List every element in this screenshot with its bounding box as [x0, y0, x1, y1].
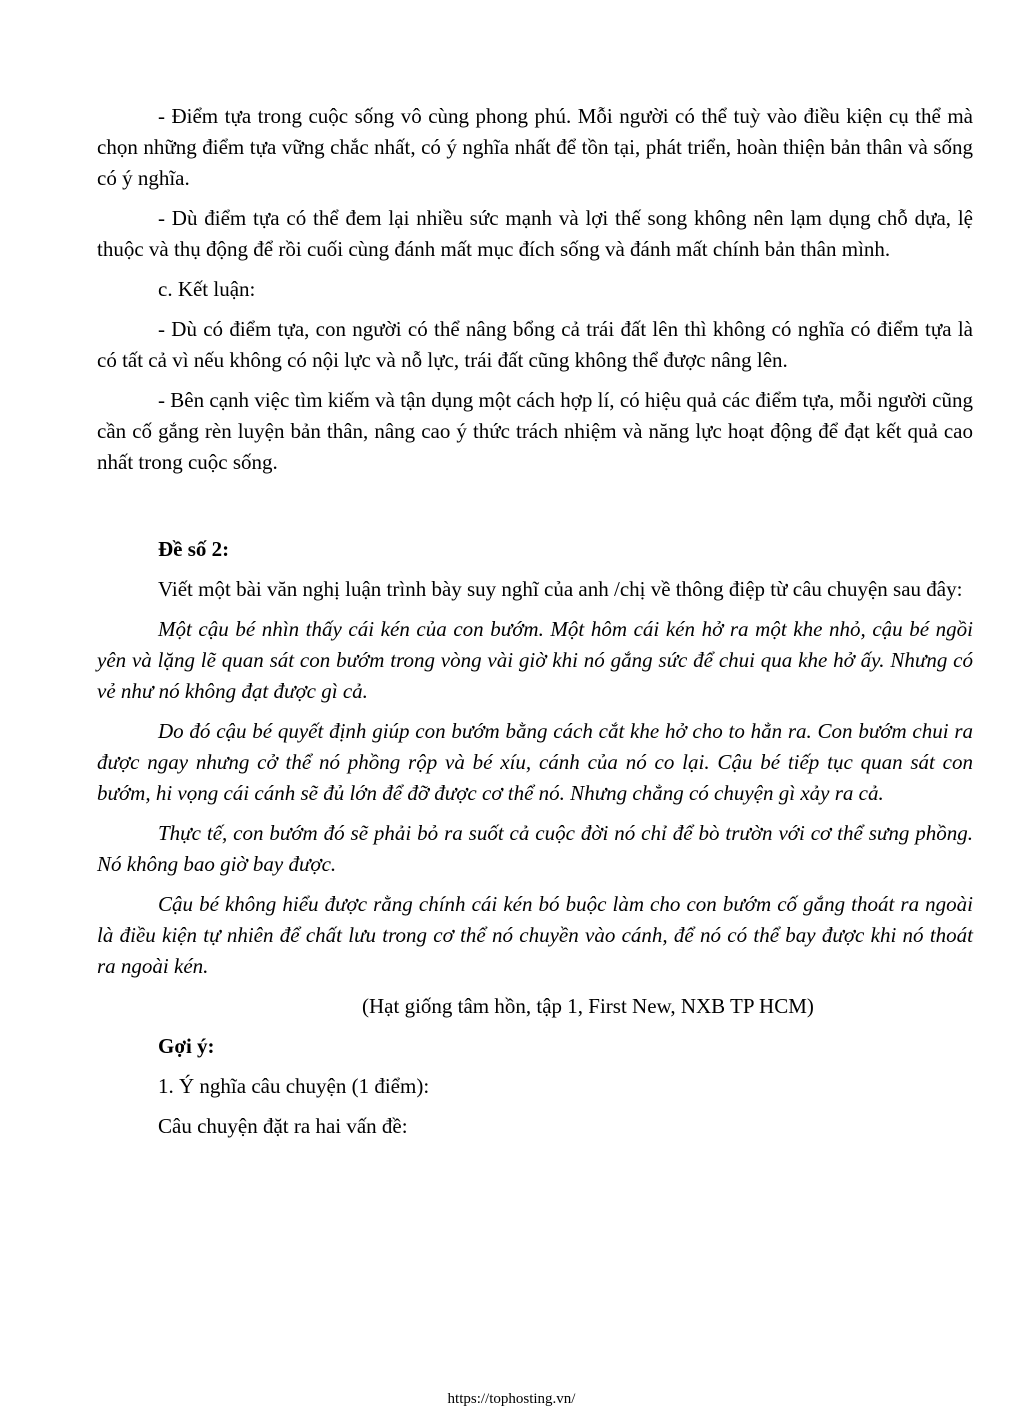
footer-url: https://tophosting.vn/ — [447, 1391, 576, 1407]
exercise-prompt: Viết một bài văn nghị luận trình bày suy nghĩ của anh /chị về thông điệp từ câu chuyện sau đây: — [158, 577, 963, 601]
story-source: (Hạt giống tâm hồn, tập 1, First New, NXB TP HCM) — [362, 994, 814, 1018]
body-paragraph: - Bên cạnh việc tìm kiếm và tận dụng một cách hợp lí, có hiệu quả các điểm tựa, mỗi người cũng cần cố gắng rèn luyện bản thân, nâng cao ý thức trách nhiệm và năng lực hoạt động để đạt kết quả cao nhất trong cuộc sống. — [97, 388, 973, 474]
body-paragraph: - Dù có điểm tựa, con người có thể nâng bổng cả trái đất lên thì không có nghĩa có điểm tựa là có tất cả vì nếu không có nội lực và nỗ lực, trái đất cũng không thể được nâng lên. — [97, 317, 973, 372]
body-paragraph: - Dù điểm tựa có thể đem lại nhiều sức mạnh và lợi thế song không nên lạm dụng chỗ dựa, lệ thuộc và thụ động để rồi cuối cùng đánh mất mục đích sống và đánh mất chính bản thân mình. — [97, 206, 973, 261]
hint-line: Câu chuyện đặt ra hai vấn đề: — [158, 1114, 408, 1138]
body-paragraph: - Điểm tựa trong cuộc sống vô cùng phong phú. Mỗi người có thể tuỳ vào điều kiện cụ thể mà chọn những điểm tựa vững chắc nhất, có ý nghĩa nhất để tồn tại, phát triển, hoàn thiện bản thân và sống có ý nghĩa. — [97, 104, 973, 190]
story-paragraph: Do đó cậu bé quyết định giúp con bướm bằng cách cắt khe hở cho to hẳn ra. Con bướm chui ra được ngay nhưng cở thể nó phồng rộp và bé xíu, cánh của nó co lại. Cậu bé tiếp tục quan sát con bướm, hi vọng cái cánh sẽ đủ lớn để đỡ được cơ thể nó. Nhưng chẳng có chuyện gì xảy ra cả. — [97, 719, 973, 805]
section-heading-conclusion: c. Kết luận: — [158, 277, 256, 301]
story-paragraph: Một cậu bé nhìn thấy cái kén của con bướm. Một hôm cái kén hở ra một khe nhỏ, cậu bé ngồi yên và lặng lẽ quan sát con bướm trong vòng vài giờ khi nó gắng sức để chui qua khe hở ấy. Nhưng có vẻ như nó không đạt được gì cả. — [97, 617, 973, 703]
hint-heading: Gợi ý: — [158, 1034, 215, 1058]
story-paragraph: Thực tế, con bướm đó sẽ phải bỏ ra suốt cả cuộc đời nó chỉ để bò trườn với cơ thể sưng phồng. Nó không bao giờ bay được. — [97, 821, 973, 876]
document-page — [97, 101, 973, 1151]
hint-item: 1. Ý nghĩa câu chuyện (1 điểm): — [158, 1074, 430, 1098]
exercise-heading: Đề số 2: — [158, 537, 230, 561]
story-paragraph: Cậu bé không hiểu được rằng chính cái kén bó buộc làm cho con bướm cố gắng thoát ra ngoài là điều kiện tự nhiên để chất lưu trong cơ thể nó chuyền vào cánh, để nó có thể bay được khi nó thoát ra ngoài kén. — [97, 892, 973, 978]
section-spacer — [97, 487, 973, 534]
